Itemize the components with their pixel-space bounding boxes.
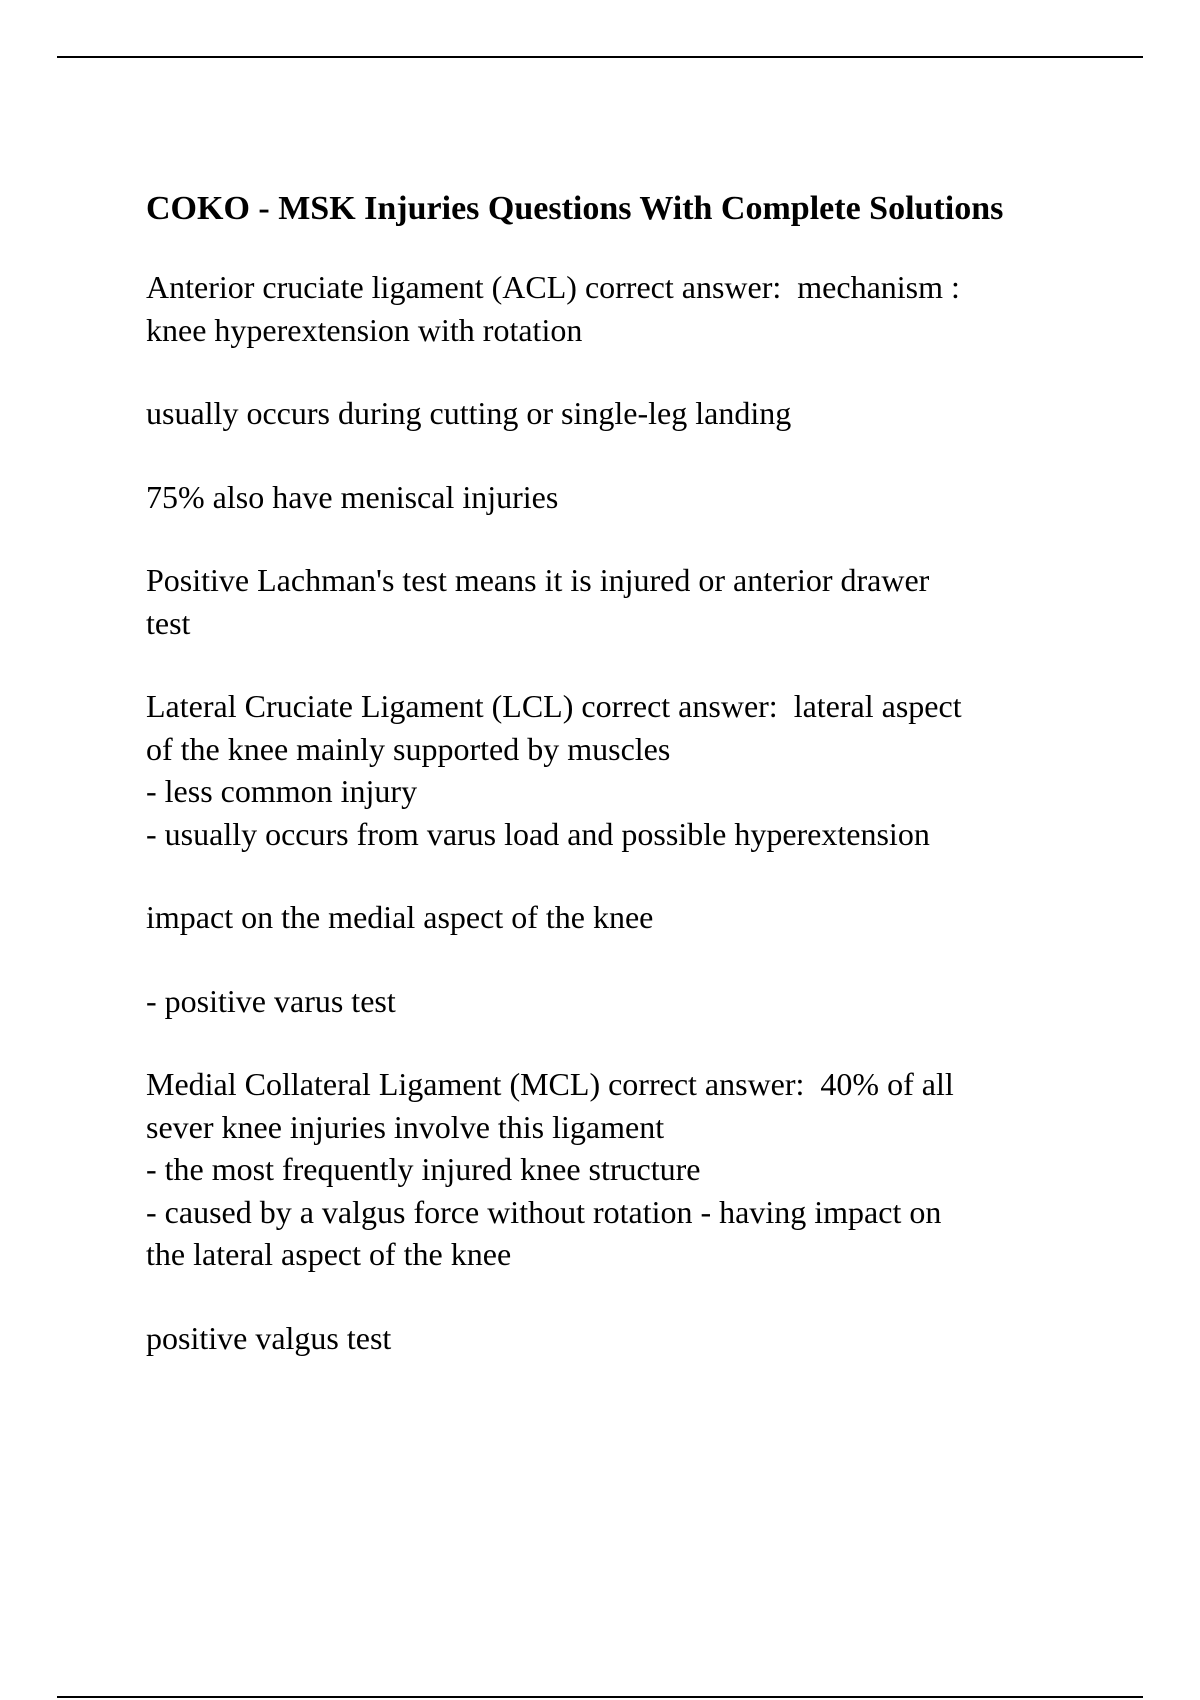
text-line: knee hyperextension with rotation [146, 311, 583, 348]
text-line: positive valgus test [146, 1319, 392, 1356]
top-rule [57, 56, 1143, 58]
paragraph-acl-meniscal [146, 476, 1086, 519]
text-line: Anterior cruciate ligament (ACL) correct answer: mechanism : [146, 269, 960, 305]
paragraph-acl-occurrence [146, 392, 1086, 435]
text-line: - usually occurs from varus load and possible hyperextension [146, 815, 930, 852]
text-line: Medial Collateral Ligament (MCL) correct answer: 40% of all [146, 1066, 954, 1102]
paragraph-acl [146, 266, 1086, 351]
text-line: 75% also have meniscal injuries [146, 478, 559, 515]
text-line: the lateral aspect of the knee [146, 1236, 512, 1272]
paragraph-acl-test [146, 559, 1086, 644]
paragraph-mcl-test [146, 1317, 1086, 1360]
text-line: test [146, 604, 191, 641]
text-line: - less common injury [146, 773, 418, 809]
paragraph-mcl [146, 1063, 1086, 1276]
bottom-rule [57, 1696, 1143, 1698]
document-title: COKO - MSK Injuries Questions With Complete Solutions [146, 190, 1004, 227]
paragraph-lcl [146, 685, 1086, 855]
text-line: impact on the medial aspect of the knee [146, 899, 654, 935]
text-line: - caused by a valgus force without rotation - having impact on [146, 1193, 942, 1230]
text-line: - the most frequently injured knee structure [146, 1151, 701, 1187]
text-line: usually occurs during cutting or single-leg landing [146, 395, 792, 431]
paragraph-lcl-impact [146, 896, 1086, 939]
text-line: - positive varus test [146, 982, 396, 1019]
text-line: Lateral Cruciate Ligament (LCL) correct answer: lateral aspect [146, 688, 962, 724]
paragraph-lcl-test [146, 980, 1086, 1023]
text-line: Positive Lachman's test means it is injured or anterior drawer [146, 562, 930, 598]
text-line: of the knee mainly supported by muscles [146, 730, 671, 767]
document-body [146, 188, 1086, 1400]
text-line: sever knee injuries involve this ligament [146, 1108, 665, 1145]
